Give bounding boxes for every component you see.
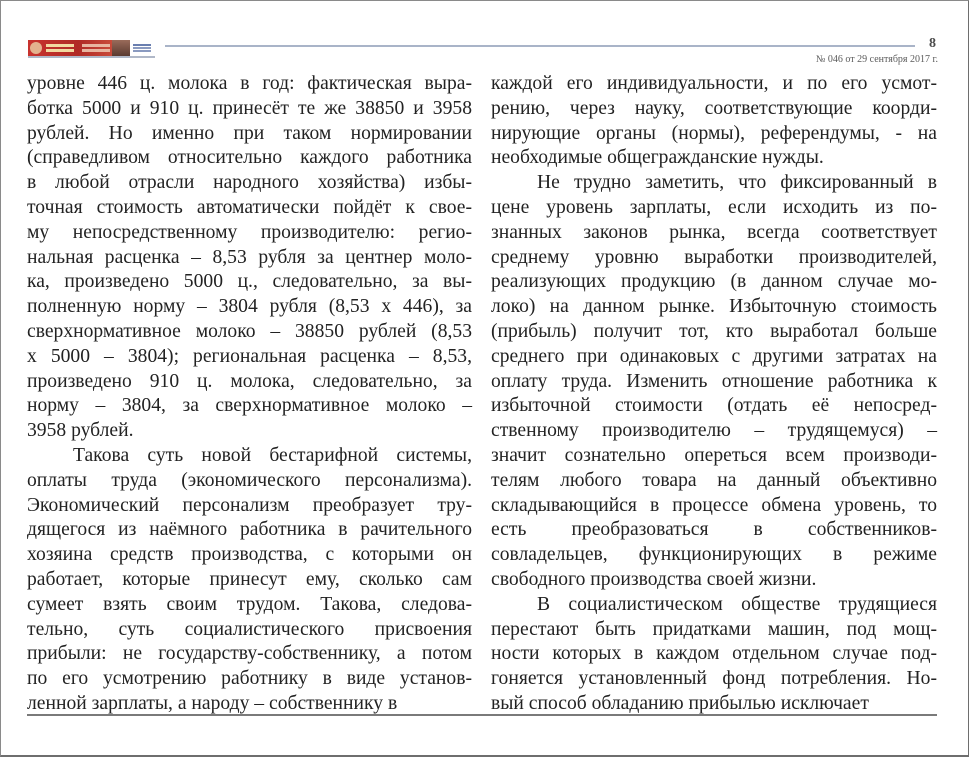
text-line: норму – 3804, за сверхнормативное молоко –	[27, 395, 472, 417]
text-line: каждой его индивидуальности, и по его усмот-	[491, 73, 937, 94]
header-rule	[165, 45, 915, 47]
text-line: свободного производства своей жизни.	[491, 568, 817, 590]
text-line: необходимые общегражданские нужды.	[491, 147, 824, 169]
page-header	[0, 0, 969, 70]
paragraph	[491, 593, 937, 717]
text-line: ботка 5000 и 910 ц. принесёт те же 38850 и 3958	[27, 97, 472, 119]
text-line: цене уровень зарплаты, если исходить из по-	[491, 196, 937, 218]
text-line: тельно, суть социалистического присвоения	[27, 618, 472, 640]
text-line: сумеет взять своим трудом. Такова, следова-	[27, 593, 472, 615]
text-line: В социалистическом обществе трудящиеся	[537, 593, 937, 615]
left-column	[27, 72, 472, 717]
text-line: ка, произведено 5000 ц., следовательно, за вы-	[27, 271, 472, 293]
newspaper-logo-icon	[28, 40, 155, 58]
text-line: значит сознательно опереться всем производи-	[491, 444, 937, 466]
text-line: оплаты труда (экономического персонализма).	[27, 469, 472, 491]
text-line: телям любого товара на данный объективно	[491, 469, 937, 491]
text-line: Экономический персонализм преобразует тру-	[27, 494, 472, 516]
text-line: (справедливом относительно каждого работника	[27, 147, 472, 169]
logo-portrait	[112, 40, 130, 56]
paragraph	[491, 171, 937, 593]
text-line: знанных законов рынка, всегда соответствует	[491, 221, 937, 243]
text-line: уровне 446 ц. молока в год: фактическая выра-	[27, 73, 472, 94]
text-line: среднему уровню выработки производителей,	[491, 246, 937, 268]
logo-text-block	[130, 40, 155, 56]
text-line: полненную норму – 3804 рубля (8,53 х 446), за	[27, 296, 472, 318]
text-line: точная стоимость автоматически пойдёт к свое-	[27, 196, 472, 218]
logo-red-banner	[28, 40, 112, 56]
text-line: нирующие органы (нормы), референдумы, - на	[491, 122, 937, 144]
text-line: Не трудно заметить, что фиксированный в	[537, 172, 937, 194]
text-line: совладельцев, функционирующих в режиме	[491, 544, 937, 566]
text-line: рению, через науку, соответствующие коорди-	[491, 97, 937, 119]
text-line: по его усмотрению работнику в виде установ-	[27, 668, 472, 690]
paragraph	[27, 72, 472, 444]
text-line: гоняется установленный фонд потребления. Но-	[491, 668, 937, 690]
text-line: в любой отрасли народного хозяйства) избы-	[27, 172, 472, 194]
text-line: 3958 рублей.	[27, 420, 134, 442]
text-line: произведено 910 ц. молока, следовательно, за	[27, 370, 472, 392]
text-line: (прибыль) получит тот, кто выработал больше	[491, 320, 937, 342]
text-line: х 5000 – 3804); региональная расценка – 8,53,	[27, 345, 472, 367]
text-line: оплату труда. Изменить отношение работника к	[491, 370, 937, 392]
text-line: реализующих продукцию (в данном случае мо-	[491, 271, 937, 293]
paragraph	[491, 72, 937, 171]
text-line: ности которых в каждом отдельном случае под-	[491, 643, 937, 665]
right-column	[491, 72, 937, 717]
text-line: дящегося из наёмного работника в рачительного	[27, 519, 472, 541]
text-line: складывающийся в процессе обмена уровень, то	[491, 494, 937, 516]
text-line: нальная расценка – 8,53 рубля за центнер моло-	[27, 246, 472, 268]
text-line: локо) на данном рынке. Избыточную стоимость	[491, 296, 937, 318]
text-line: есть преобразоваться в собственников-	[491, 519, 937, 541]
footer-rule	[27, 714, 937, 716]
text-line: ственному производителю – трудящемуся) –	[491, 420, 937, 442]
text-line: хозяина средств производства, с которыми он	[27, 544, 472, 566]
text-line: перестают быть придатками машин, под мощ-	[491, 618, 937, 640]
text-line: работает, которые принесут ему, сколько сам	[27, 568, 472, 590]
text-line: прибыли: не государству-собственнику, а потом	[27, 643, 472, 665]
text-line: избыточной стоимости (отдать её непосред-	[491, 395, 937, 417]
text-line: му непосредственному производителю: регио-	[27, 221, 472, 243]
text-line: ленной зарплаты, а народу – собственнику в	[27, 692, 398, 714]
text-line: среднего при одинаковых с другими затратах на	[491, 345, 937, 367]
page-number: 8	[929, 36, 936, 51]
text-line: сверхнормативное молоко – 38850 рублей (8,53	[27, 320, 472, 342]
issue-info: № 046 от 29 сентября 2017 г.	[815, 54, 938, 65]
text-line: рублей. Но именно при таком нормировании	[27, 122, 472, 144]
text-line: Такова суть новой бестарифной системы,	[73, 444, 472, 466]
text-line: вый способ обладанию прибылью исключает	[491, 692, 869, 714]
paragraph	[27, 444, 472, 717]
